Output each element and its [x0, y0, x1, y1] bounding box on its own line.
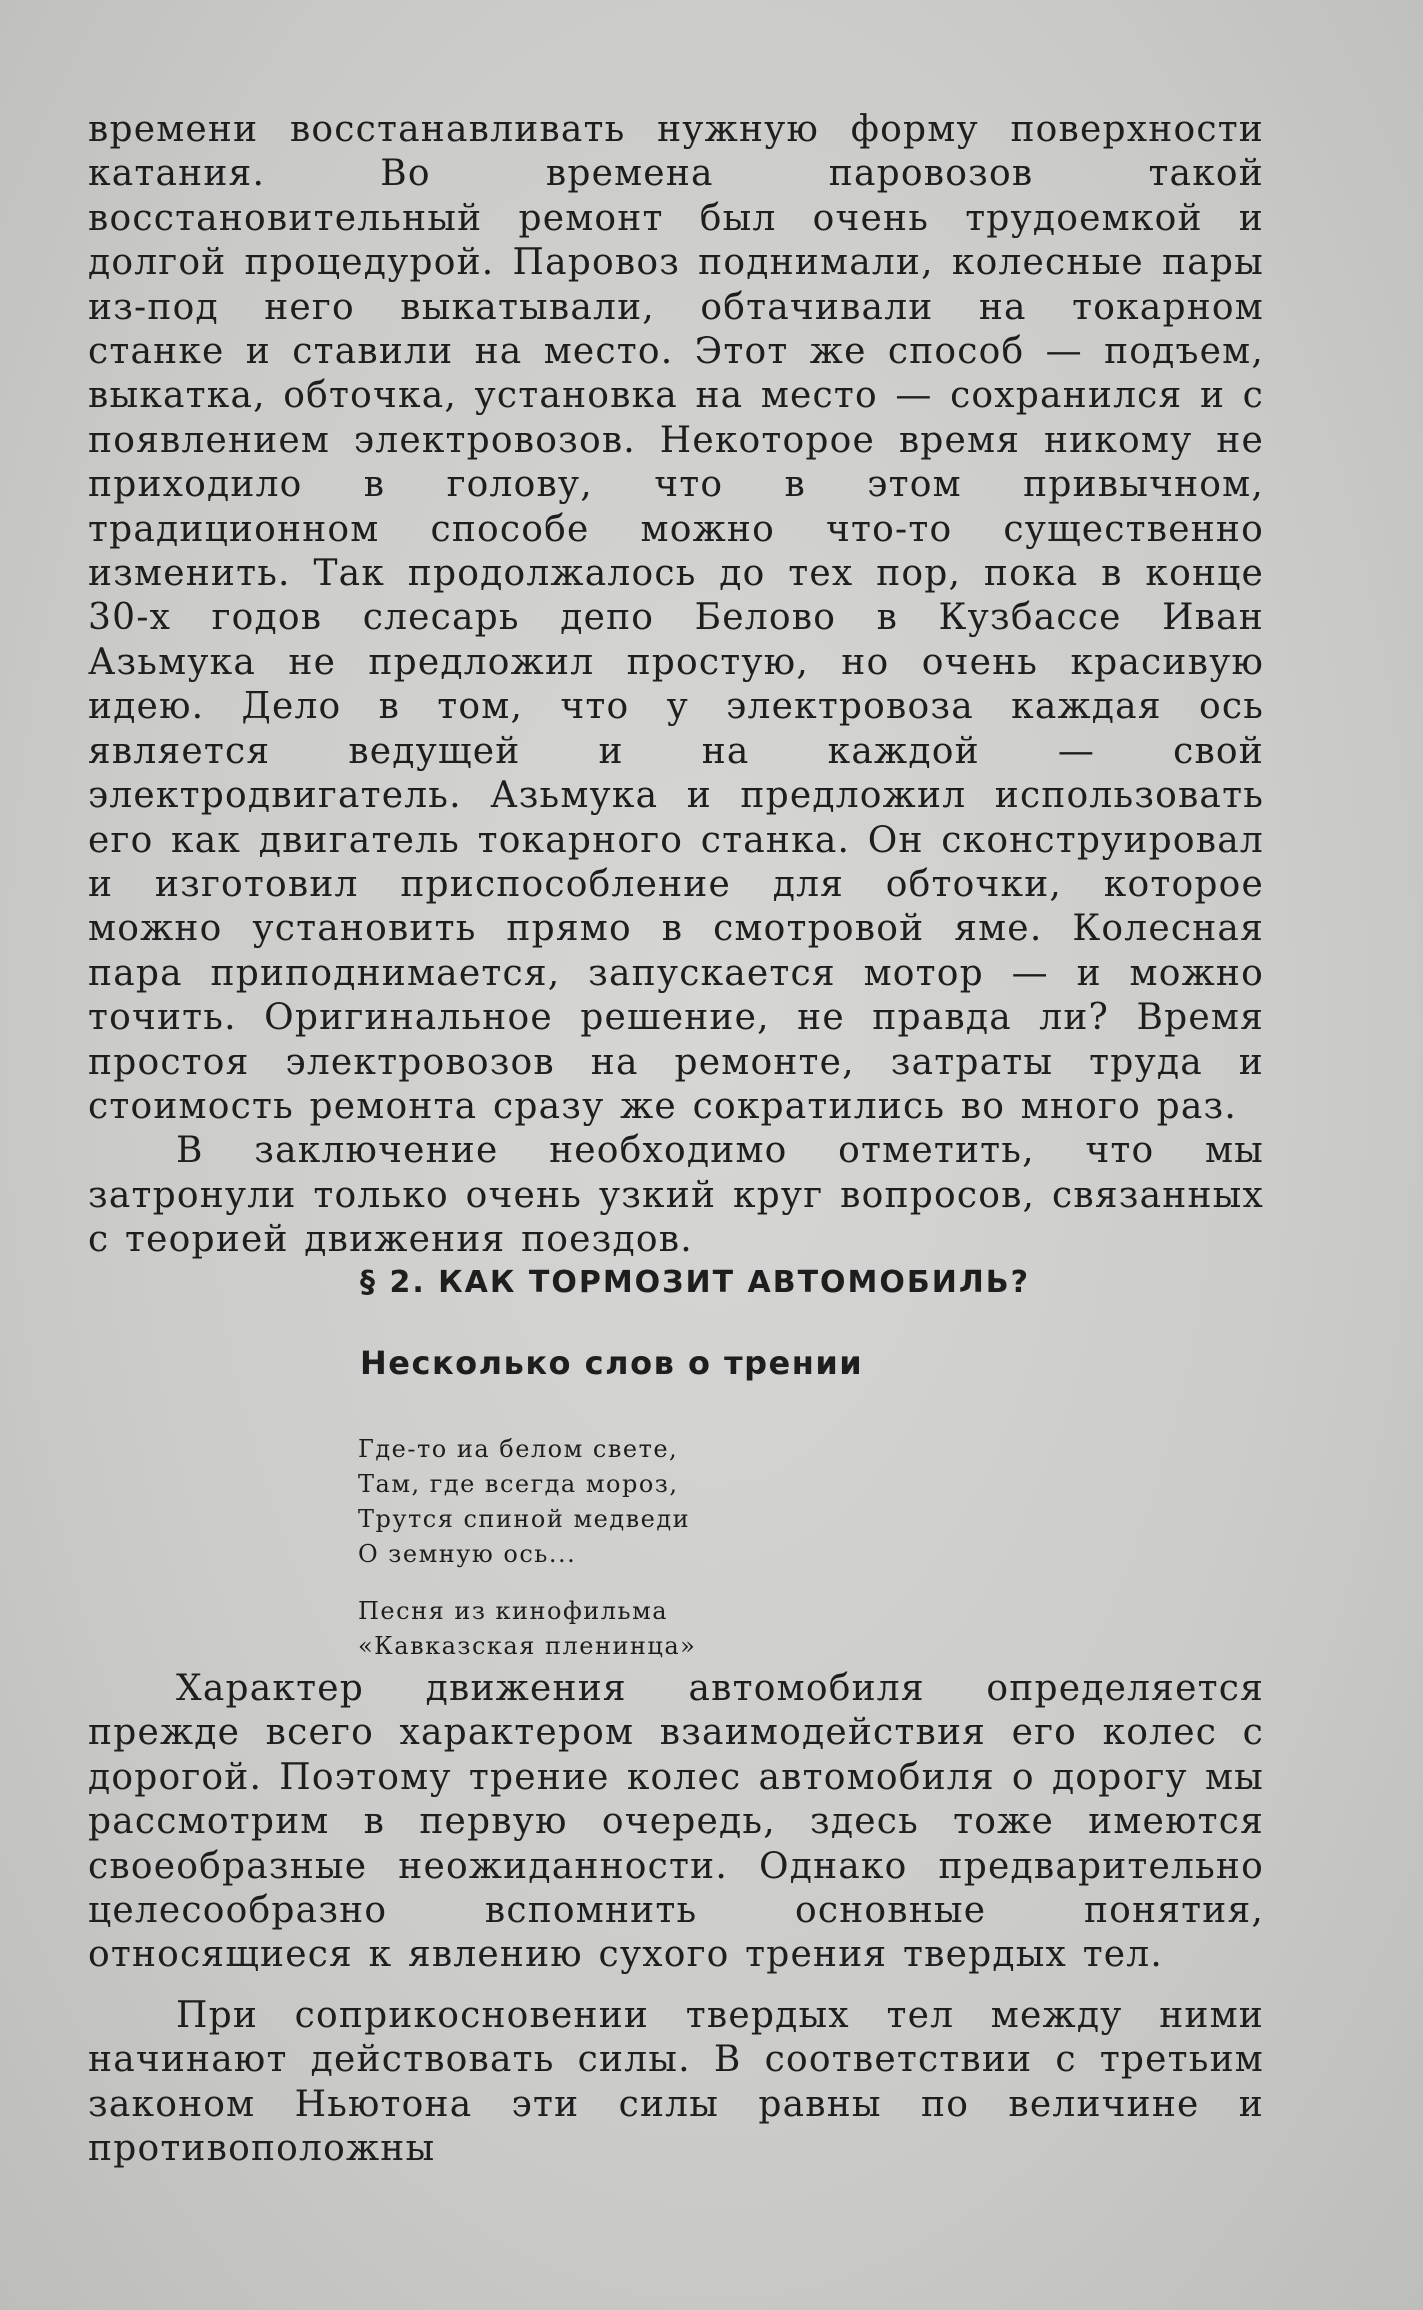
epigraph-line: Где-то иа белом свете,: [358, 1435, 679, 1463]
epigraph-line: Трутся спиной медведи: [358, 1505, 691, 1533]
section-title: § 2. КАК ТОРМОЗИТ АВТОМОБИЛЬ?: [360, 1265, 1031, 1300]
paragraph-contact-forces: При соприкосновении твердых тел между ними начинают действовать силы. В соответствии с третьим законом Ньютона эти силы равны по величине и противоположны: [88, 1994, 1264, 2170]
paragraph-conclusion: В заключение необходимо отметить, что мы затронули только очень узкий круг вопросов, связанных с теорией движения поездов.: [88, 1130, 1264, 1261]
paragraph-repair-story: времени восстанавливать нужную форму поверхности катания. Во времена паровозов такой восстановительный ремонт был очень трудоемкой и долгой процедурой. Паровоз поднимали, колесные пары из-под него выкатывали, обтачивали на токарном станке и ставили на место. Этот же способ — подъем, выкатка, обточка, установка на место — сохранился и с появлением электровозов. Некоторое время никому не приходило в голову, что в этом привычном, традиционном способе можно что-то существенно изменить. Так продолжалось до тех пор, пока в конце 30-х годов слесарь депо Белово в Кузбассе Иван Азьмука не предложил простую, но очень красивую идею. Дело в том, что у электровоза каждая ось является ведущей и на каждой — свой электродвигатель. Азьмука и предложил использовать его как двигатель токарного станка. Он сконструировал и изготовил приспособление для обточки, которое можно установить прямо в смотровой яме. Колесная пара приподнимается, запускается мотор — и можно точить. Оригинальное решение, не правда ли? Время простоя электровозов на ремонте, затраты труда и стоимость ремонта сразу же сократились во много раз.: [88, 109, 1264, 1127]
epigraph-line: Там, где всегда мороз,: [358, 1470, 679, 1498]
epigraph-source-line: «Кавказская пленинца»: [358, 1632, 697, 1660]
epigraph-source-line: Песня из кинофильма: [358, 1597, 669, 1625]
epigraph-line: О земную ось...: [358, 1540, 577, 1568]
body-text-top: [88, 108, 1264, 1263]
epigraph: [358, 1432, 696, 1664]
body-text-bottom: [88, 1667, 1264, 2171]
subsection-title: Несколько слов о трении: [360, 1344, 864, 1382]
paragraph-car-motion: Характер движения автомобиля определяется прежде всего характером взаимодействия его колес с дорогой. Поэтому трение колес автомобиля о дорогу мы рассмотрим в первую очередь, здесь тоже имеются своеобразные неожиданности. Однако предварительно целесообразно вспомнить основные понятия, относящиеся к явлению сухого трения твердых тел.: [88, 1668, 1264, 1976]
